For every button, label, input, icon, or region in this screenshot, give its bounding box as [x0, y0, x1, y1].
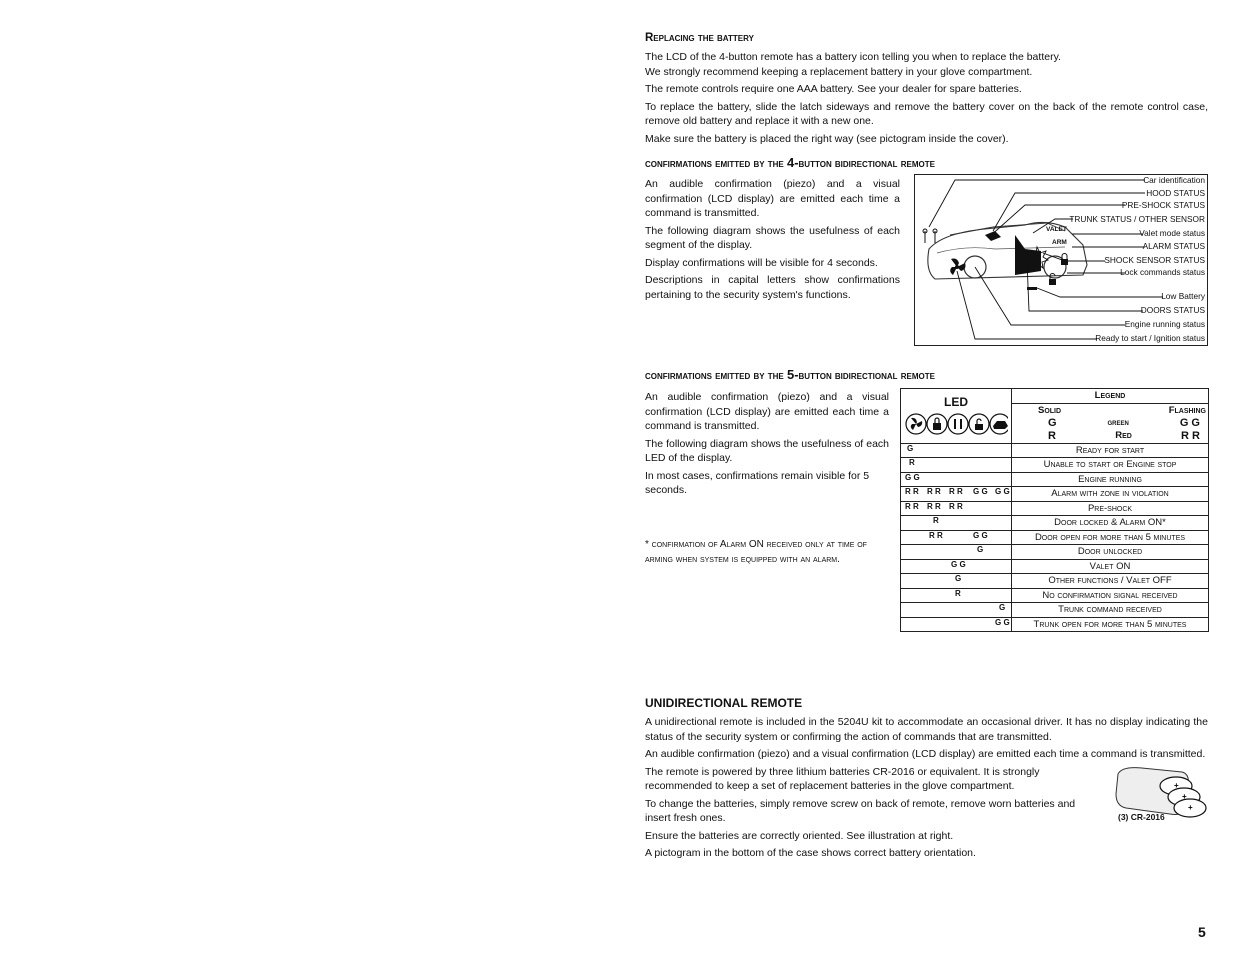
led-code: R R: [927, 487, 941, 497]
section-5-button-text: [645, 390, 889, 498]
led-table-row: [901, 443, 1209, 458]
led-description: Door locked & Alarm ON*: [1012, 516, 1209, 531]
led-header: LED: [944, 395, 968, 409]
led-code: G G: [951, 559, 966, 569]
led-codes-cell: [901, 487, 1012, 502]
led-description: Ready for start: [1012, 443, 1209, 458]
footnote: * confirmation of Alarm ON received only at time of arming when system is equipped with an alarm.: [645, 539, 867, 565]
diagram-label: Valet mode status: [1139, 228, 1205, 238]
led-table-row: [901, 545, 1209, 560]
battery-caption: (3) CR-2016: [1118, 812, 1165, 822]
led-codes-cell: [901, 443, 1012, 458]
legend-header: Legend: [1012, 389, 1209, 404]
paragraph: Ensure the batteries are correctly oriented. See illustration at right.: [645, 829, 954, 842]
lcd-valet-label: VALET: [1046, 226, 1067, 233]
paragraph: The following diagram shows the usefulness of each segment of the display.: [645, 224, 900, 251]
title-text: button bidirectional remote: [798, 370, 935, 382]
diagram-label: PRE-SHOCK STATUS: [1121, 200, 1205, 210]
lcd-segment-diagram: [914, 174, 1208, 346]
led-table-row: [901, 588, 1209, 603]
led-code: R R: [949, 487, 963, 497]
diagram-label: HOOD STATUS: [1146, 188, 1205, 198]
led-description: Other functions / Valet OFF: [1012, 574, 1209, 589]
led-icons: [904, 412, 1008, 436]
legend-solid: Solid: [1038, 404, 1062, 416]
paragraph: The LCD of the 4-button remote has a battery icon telling you when to replace the battery.: [645, 51, 1061, 63]
section-title: UNIDIRECTIONAL REMOTE: [645, 696, 803, 710]
led-table-row: [901, 501, 1209, 516]
led-description: Alarm with zone in violation: [1012, 487, 1209, 502]
led-codes-cell: [901, 530, 1012, 545]
led-code: R: [933, 516, 939, 526]
led-description: Unable to start or Engine stop: [1012, 458, 1209, 473]
legend-green-row: [1012, 417, 1209, 430]
section-replacing-battery: [645, 32, 1208, 146]
led-description: Pre-shock: [1012, 501, 1209, 516]
diagram-label: Lock commands status: [1120, 267, 1205, 277]
led-code: R R: [927, 501, 941, 511]
antenna-icon: [923, 229, 937, 243]
paragraph: Display confirmations will be visible for 4 seconds.: [645, 256, 878, 269]
unlock-icon: [1049, 274, 1056, 286]
led-description: Trunk open for more than 5 minutes: [1012, 617, 1209, 632]
led-codes-cell: [901, 559, 1012, 574]
led-code: R: [909, 458, 915, 468]
legend-green-flash: G G: [1179, 417, 1200, 429]
legend-green-word: green: [1107, 417, 1129, 427]
led-table-row: [901, 574, 1209, 589]
paragraph: The remote is powered by three lithium batteries CR-2016 or equivalent. It is strongly recommended to keep a set of replacement batteries in the glove compartment.: [645, 765, 1040, 792]
paragraph: A unidirectional remote is included in the 5204U kit to accommodate an occasional driver. It has no display indicating the status of the security system or confirming the action of commands that are transmitted.: [645, 716, 1208, 743]
section-title-5-button: [645, 367, 935, 382]
title-text: confirmations emitted by the: [645, 370, 787, 382]
led-code: G: [999, 603, 1006, 613]
legend-red-flash: R R: [1181, 430, 1200, 442]
led-code: G G: [973, 530, 988, 540]
led-table-row: [901, 472, 1209, 487]
led-code: G: [955, 574, 962, 584]
diagram-label: Low Battery: [1161, 291, 1205, 301]
led-code: R R: [905, 487, 919, 497]
svg-text:+: +: [1188, 803, 1193, 812]
led-codes-cell: [901, 545, 1012, 560]
led-code: R R: [929, 530, 943, 540]
led-header-cell: [901, 389, 1012, 444]
led-code: G: [907, 443, 914, 453]
paragraph: To replace the battery, slide the latch sideways and remove the battery cover on the back of the remote control case, remove old battery and replace it with a new one.: [645, 100, 1208, 127]
led-description: Trunk command received: [1012, 603, 1209, 618]
led-description: No confirmation signal received: [1012, 588, 1209, 603]
paragraph: An audible confirmation (piezo) and a visual confirmation (LCD display) are emitted each time a command is transmitted.: [645, 178, 900, 219]
led-table-row: [901, 458, 1209, 473]
led-code: G G: [905, 472, 920, 482]
paragraph: An audible confirmation (piezo) and a visual confirmation (LCD display) are emitted each time a command is transmitted.: [645, 391, 889, 432]
led-code: G G: [995, 487, 1010, 497]
led-table-row: [901, 559, 1209, 574]
legend-red-word: Red: [1115, 430, 1132, 441]
diagram-label: DOORS STATUS: [1140, 305, 1205, 315]
title-text: button bidirectional remote: [798, 158, 935, 170]
led-codes-cell: [901, 588, 1012, 603]
paragraph: In most cases, confirmations remain visible for 5 seconds.: [645, 469, 870, 496]
legend-green-solid: G: [1048, 417, 1057, 429]
led-codes-cell: [901, 472, 1012, 487]
paragraph: A pictogram in the bottom of the case shows correct battery orientation.: [645, 847, 976, 859]
page-number: 5: [1198, 924, 1206, 940]
led-codes-cell: [901, 603, 1012, 618]
led-table-row: [901, 530, 1209, 545]
led-codes-cell: [901, 458, 1012, 473]
lcd-arm-label: ARM: [1052, 239, 1067, 246]
title-text: confirmations emitted by the: [645, 158, 787, 170]
paragraph: The following diagram shows the usefulness of each LED of the display.: [645, 437, 889, 464]
led-description: Door open for more than 5 minutes: [1012, 530, 1209, 545]
led-code: R R: [905, 501, 919, 511]
led-table-row: [901, 603, 1209, 618]
legend-flashing: Flashing: [1168, 404, 1206, 416]
led-code: G G: [973, 487, 988, 497]
led-code: R R: [949, 501, 963, 511]
diagram-label: SHOCK SENSOR STATUS: [1104, 255, 1205, 265]
paragraph: Make sure the battery is placed the right way (see pictogram inside the cover).: [645, 132, 1009, 145]
section-title-4-button: [645, 155, 935, 170]
svg-text:+: +: [1174, 781, 1179, 790]
led-description: Door unlocked: [1012, 545, 1209, 560]
led-code: R: [955, 588, 961, 598]
diagram-label: Engine running status: [1124, 319, 1205, 329]
led-table-row: [901, 617, 1209, 632]
led-table-row: [901, 516, 1209, 531]
svg-text:+: +: [1182, 792, 1187, 801]
led-code: G: [977, 545, 984, 555]
led-table-row: [901, 487, 1209, 502]
led-description: Engine running: [1012, 472, 1209, 487]
legend-red-row: [1012, 430, 1209, 444]
diagram-label: TRUNK STATUS / OTHER SENSOR: [1069, 214, 1205, 224]
led-codes-cell: [901, 574, 1012, 589]
lock-icon: [1061, 254, 1068, 266]
diagram-label: Car identification: [1143, 175, 1205, 185]
led-codes-cell: [901, 516, 1012, 531]
diagram-label: Ready to start / Ignition status: [1095, 333, 1205, 343]
paragraph: An audible confirmation (piezo) and a visual confirmation (LCD display) are emitted each time a command is transmitted.: [645, 748, 1206, 760]
title-num: 5-: [786, 367, 799, 382]
paragraph: Descriptions in capital letters show confirmations pertaining to the security system's functions.: [645, 274, 900, 301]
paragraph: The remote controls require one AAA battery. See your dealer for spare batteries.: [645, 83, 1022, 95]
title-num: 4-: [786, 155, 799, 170]
legend-solid-flash-row: [1012, 403, 1209, 417]
diagram-label: ALARM STATUS: [1142, 241, 1205, 251]
paragraph: We strongly recommend keeping a replacement battery in your glove compartment.: [645, 65, 1033, 78]
section-title: Replacing the battery: [645, 32, 754, 44]
legend-red-solid: R: [1048, 430, 1056, 442]
led-codes-cell: [901, 501, 1012, 516]
led-codes-cell: [901, 617, 1012, 632]
section-4-button-text: [645, 177, 900, 302]
led-description: Valet ON: [1012, 559, 1209, 574]
led-legend-table: [900, 388, 1209, 632]
paragraph: To change the batteries, simply remove screw on back of remote, remove worn batteries and insert fresh ones.: [645, 797, 1076, 824]
led-code: G G: [995, 617, 1010, 627]
